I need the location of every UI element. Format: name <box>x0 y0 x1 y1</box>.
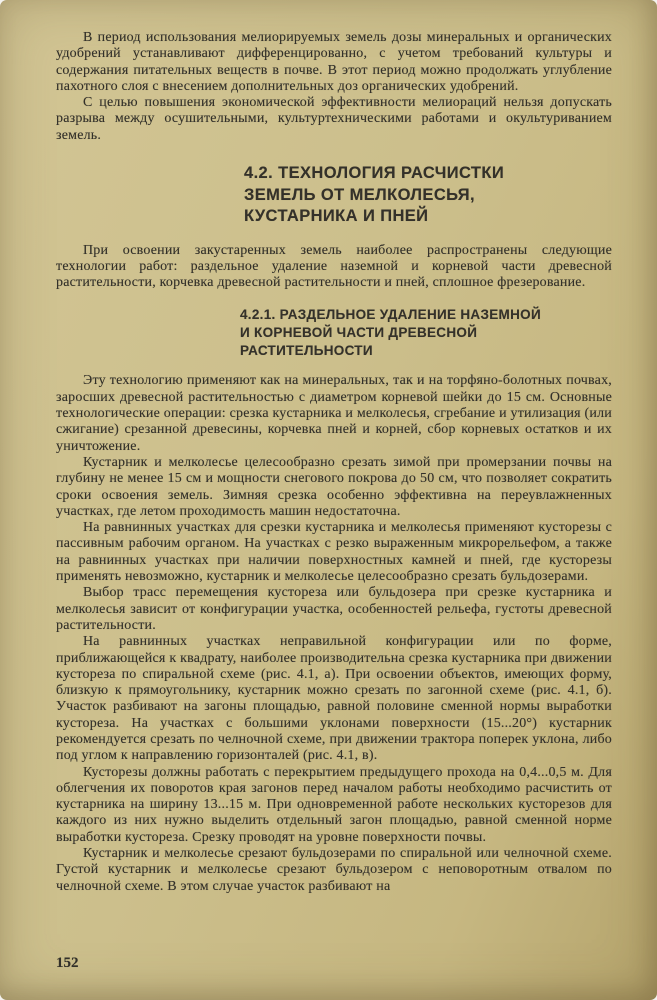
text-column <box>56 30 612 895</box>
section-heading-line-2: ЗЕМЕЛЬ ОТ МЕЛКОЛЕСЬЯ, <box>244 185 476 204</box>
section-heading-line-1: 4.2. ТЕХНОЛОГИЯ РАСЧИСТКИ <box>244 164 505 183</box>
body-paragraph-2: Кустарник и мелколесье целесообразно срезать зимой при промерзании почвы на глубину не менее 15 см и мощности снегового покрова до 50 см, что позволяет сократить сроки освоения земель. Зимняя срезка особенно эффективна на переувлажненных участках, где летом проходимость машин недостаточна. <box>56 454 612 519</box>
subsection-heading-line-3: РАСТИТЕЛЬНОСТИ <box>240 343 373 359</box>
body-paragraph-7: Кустарник и мелколесье срезают бульдозерами по спиральной или челночной схеме. Густой кустарник и мелколесье срезают бульдозером с неповоротным отвалом по челночной схеме. В этом случае участок разбивают на <box>56 846 612 894</box>
body-paragraph-6: Кусторезы должны работать с перекрытием предыдущего прохода на 0,4...0,5 м. Для облегчения их поворотов края загонов перед началом работы необходимо расчистить от кустарника на ширину 13...15 м. При одновременной работе нескольких кусторезов для каждого из них нужно выделить отдельный загон площадью, равной сменной норме выработки кустореза. Срезку проводят на уровне поверхности почвы. <box>56 764 612 845</box>
intro-paragraph-1: В период использования мелиорируемых земель дозы минеральных и органических удобрений устанавливают дифференцированно, с учетом требований культуры и содержания питательных веществ в почве. В этот период можно продолжать углубление пахотного слоя с внесением дополнительных доз органических удобрений. <box>56 30 612 94</box>
page-number: 152 <box>56 955 79 971</box>
section-heading <box>244 163 612 228</box>
body-paragraph-4: Выбор трасс перемещения кустореза или бульдозера при срезке кустарника и мелколесья зависит от конфигурации участка, особенностей рельефа, густоты древесной растительности. <box>56 585 612 633</box>
body-paragraph-3: На равнинных участках для срезки кустарника и мелколесья применяют кусторезы с пассивным рабочим органом. На участках с резко выраженным микрорельефом, а также на равнинных участках при наличии поверхностных камней и пней, где кусторезы применять невозможно, кустарник и мелколесье целесообразно срезать бульдозерами. <box>56 520 612 585</box>
intro-paragraph-2: С целью повышения экономической эффективности мелиораций нельзя допускать разрыва между осушительными, культуртехническими работами и окультуриванием земель. <box>56 95 612 143</box>
subsection-heading <box>240 306 612 360</box>
section-lead-paragraph: При освоении закустаренных земель наиболее распространены следующие технологии работ: раздельное удаление наземной и корневой части древесной растительности, корчевка древесной растительности и пней, сплошное фрезерование. <box>56 242 612 291</box>
body-paragraph-1: Эту технологию применяют как на минеральных, так и на торфяно-болотных почвах, заросших древесной растительностью с диаметром корневой шейки до 15 см. Основные технологические операции: срезка кустарника и мелколесья, сгребание и утилизация (или сжигание) срезанной древесины, корчевка пней и корней, сбор корневых остатков и их уничтожение. <box>56 373 612 454</box>
section-heading-line-3: КУСТАРНИКА И ПНЕЙ <box>244 207 429 226</box>
body-paragraph-5: На равнинных участках неправильной конфигурации или по форме, приближающейся к квадрату, наиболее производительна срезка кустарника при движении кустореза по спиральной схеме (рис. 4.1, а). При освоении объектов, имеющих форму, близкую к прямоугольнику, кустарник можно срезать по загонной схеме (рис. 4.1, б). Участок разбивают на загоны площадью, равной половине сменной нормы выработки кустореза. На участках с большими уклонами поверхности (15...20°) кустарник рекомендуется срезать по челночной схеме, при движении трактора поперек уклона, либо под углом к направлению горизонталей (рис. 4.1, в). <box>56 634 612 764</box>
subsection-heading-line-2: И КОРНЕВОЙ ЧАСТИ ДРЕВЕСНОЙ <box>240 325 478 341</box>
subsection-heading-line-1: 4.2.1. РАЗДЕЛЬНОЕ УДАЛЕНИЕ НАЗЕМНОЙ <box>240 307 541 323</box>
